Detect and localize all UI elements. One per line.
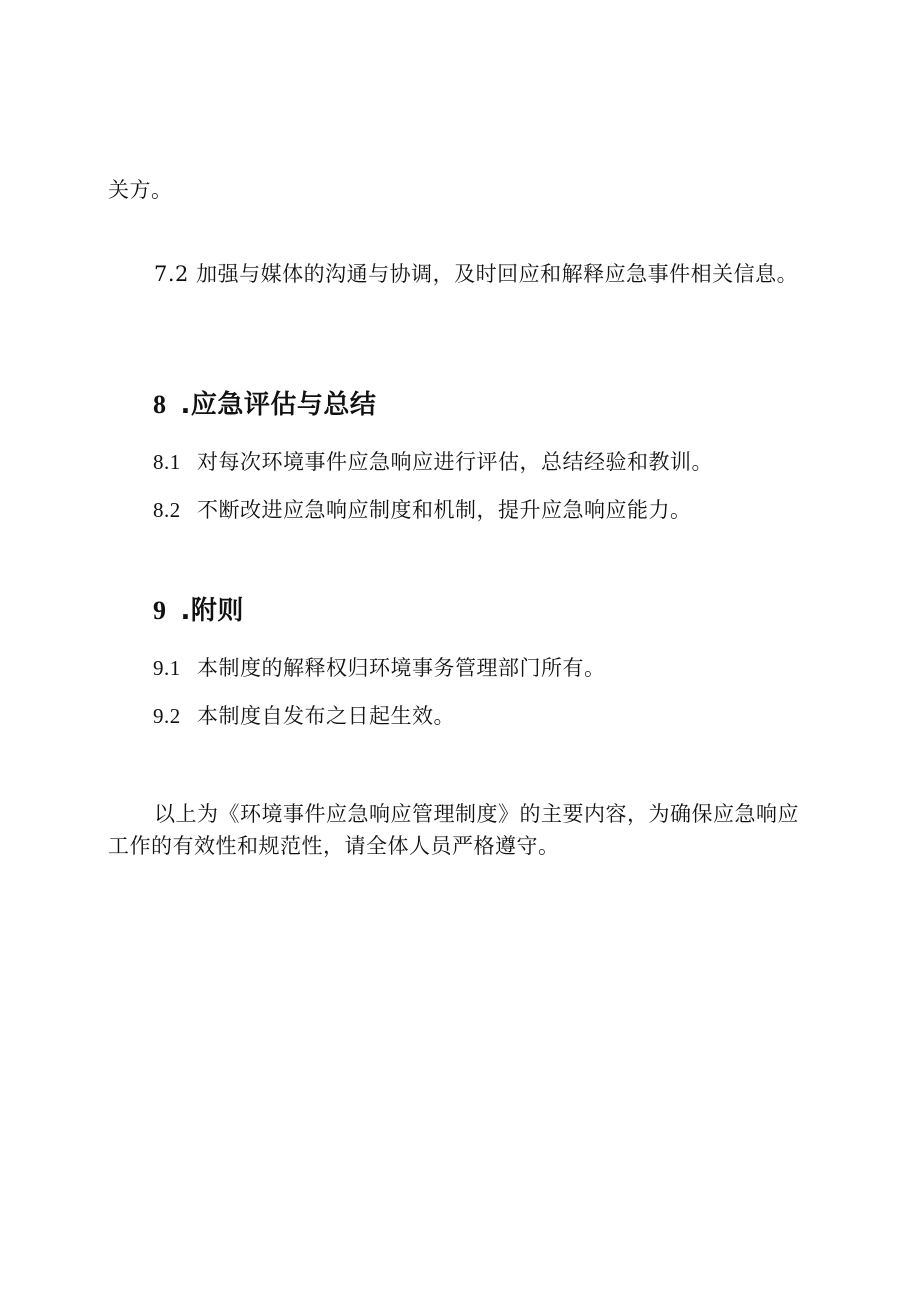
item-8-2-number: 8.2 — [153, 498, 181, 522]
item-8-1 — [153, 446, 713, 478]
item-8-1-number: 8.1 — [153, 450, 181, 474]
item-9-1-text: 本制度的解释权归环境事务管理部门所有。 — [197, 656, 606, 680]
item-9-2-text: 本制度自发布之日起生效。 — [197, 704, 455, 728]
item-9-2-number: 9.2 — [153, 704, 181, 728]
item-8-2-text: 不断改进应急响应制度和机制，提升应急响应能力。 — [197, 498, 692, 522]
section-8-heading — [153, 388, 376, 422]
closing-paragraph: 以上为《环境事件应急响应管理制度》的主要内容，为确保应急响应工作的有效性和规范性，请全体人员严格遵守。 — [108, 802, 799, 858]
section-9-heading — [153, 594, 244, 628]
paragraph-7-2: 7.2 加强与媒体的沟通与协调，及时回应和解释应急事件相关信息。 — [154, 262, 799, 286]
item-9-2 — [153, 700, 455, 732]
item-9-1-number: 9.1 — [153, 656, 181, 680]
item-8-2 — [153, 494, 692, 526]
section-8-number: 8 — [153, 390, 167, 419]
section-9-number: 9 — [153, 596, 167, 625]
item-9-1 — [153, 652, 606, 684]
section-8-title: .应急评估与总结 — [180, 390, 377, 420]
item-8-1-text: 对每次环境事件应急响应进行评估，总结经验和教训。 — [197, 450, 713, 474]
section-9-title: .附则 — [180, 596, 244, 626]
continuation-text: 关方。 — [108, 178, 173, 202]
